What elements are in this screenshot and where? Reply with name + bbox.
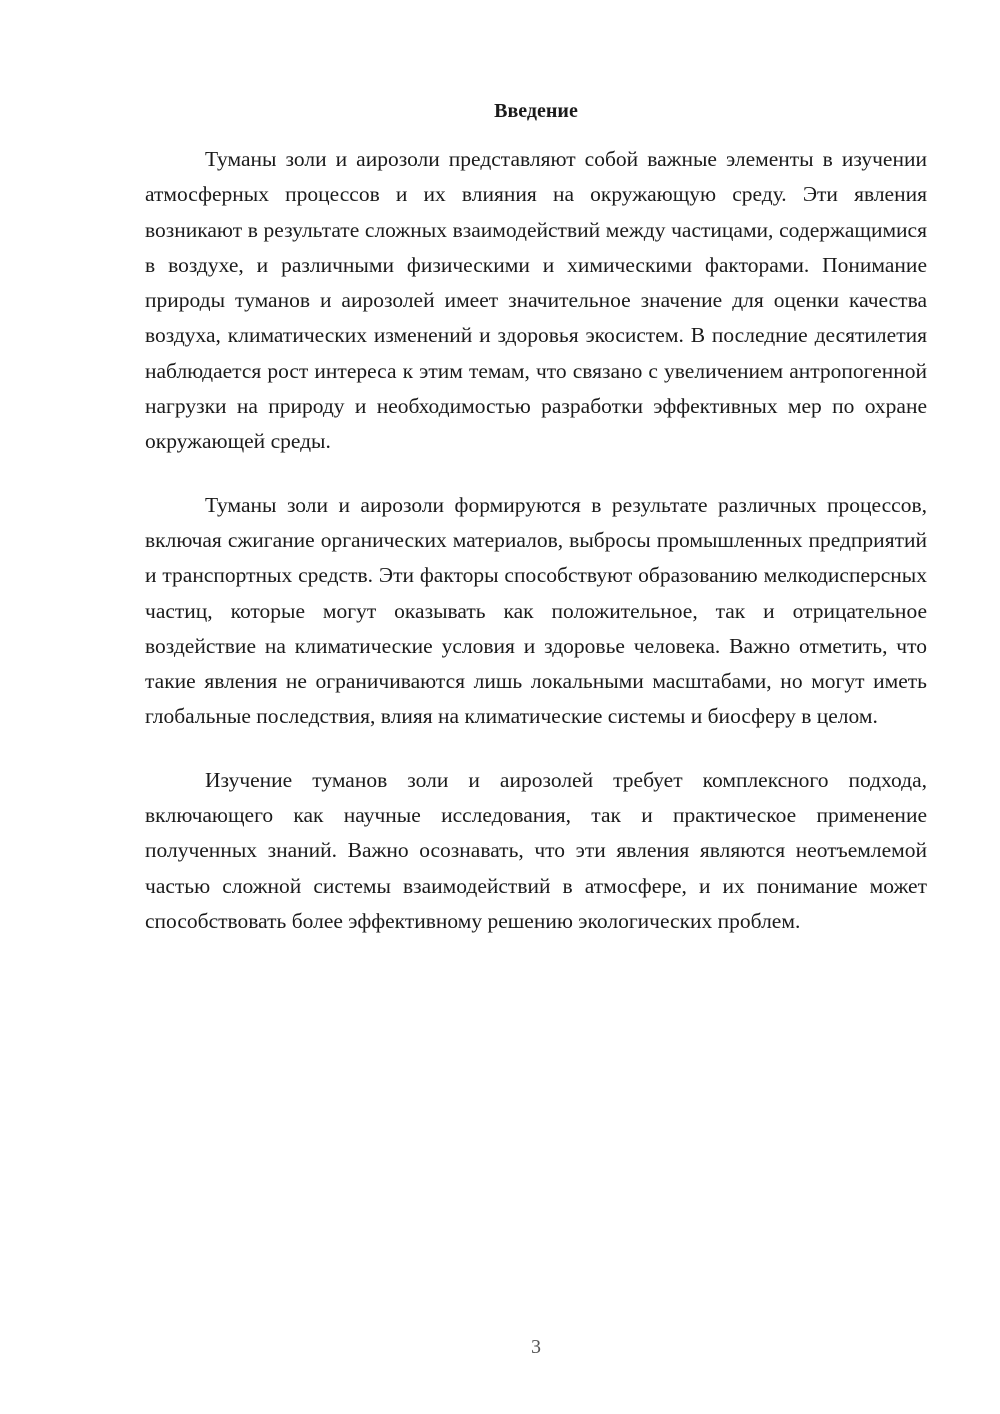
paragraph-1: Туманы золи и аирозоли представляют собой важные элементы в изучении атмосферных процессов и их влияния на окружающую среду. Эти явления возникают в результате сложных взаимодействий между частицами, содержащимися в воздухе, и различными физическими и химическими факторами. Понимание природы туманов и аирозолей имеет значительное значение для оценки качества воздуха, климатических изменений и здоровья экосистем. В последние десятилетия наблюдается рост интереса к этим темам, что связано с увеличением антропогенной нагрузки на природу и необходимостью разработки эффективных мер по охране окружающей среды.: [145, 147, 927, 454]
body-text: [145, 142, 927, 967]
paragraph-3: Изучение туманов золи и аирозолей требует комплексного подхода, включающего как научные исследования, так и практическое применение полученных знаний. Важно осознавать, что эти явления являются неотъемлемой частью сложной системы взаимодействий в атмосфере, и их понимание может способствовать более эффективному решению экологических проблем.: [145, 767, 927, 933]
page-number: 3: [531, 1336, 541, 1358]
section-heading: Введение: [494, 100, 578, 122]
paragraph-2: Туманы золи и аирозоли формируются в результате различных процессов, включая сжигание органических материалов, выбросы промышленных предприятий и транспортных средств. Эти факторы способствуют образованию мелкодисперсных частиц, которые могут оказывать как положительное, так и отрицательное воздействие на климатические условия и здоровье человека. Важно отметить, что такие явления не ограничиваются лишь локальными масштабами, но могут иметь глобальные последствия, влияя на климатические системы и биосферу в целом.: [145, 492, 927, 729]
